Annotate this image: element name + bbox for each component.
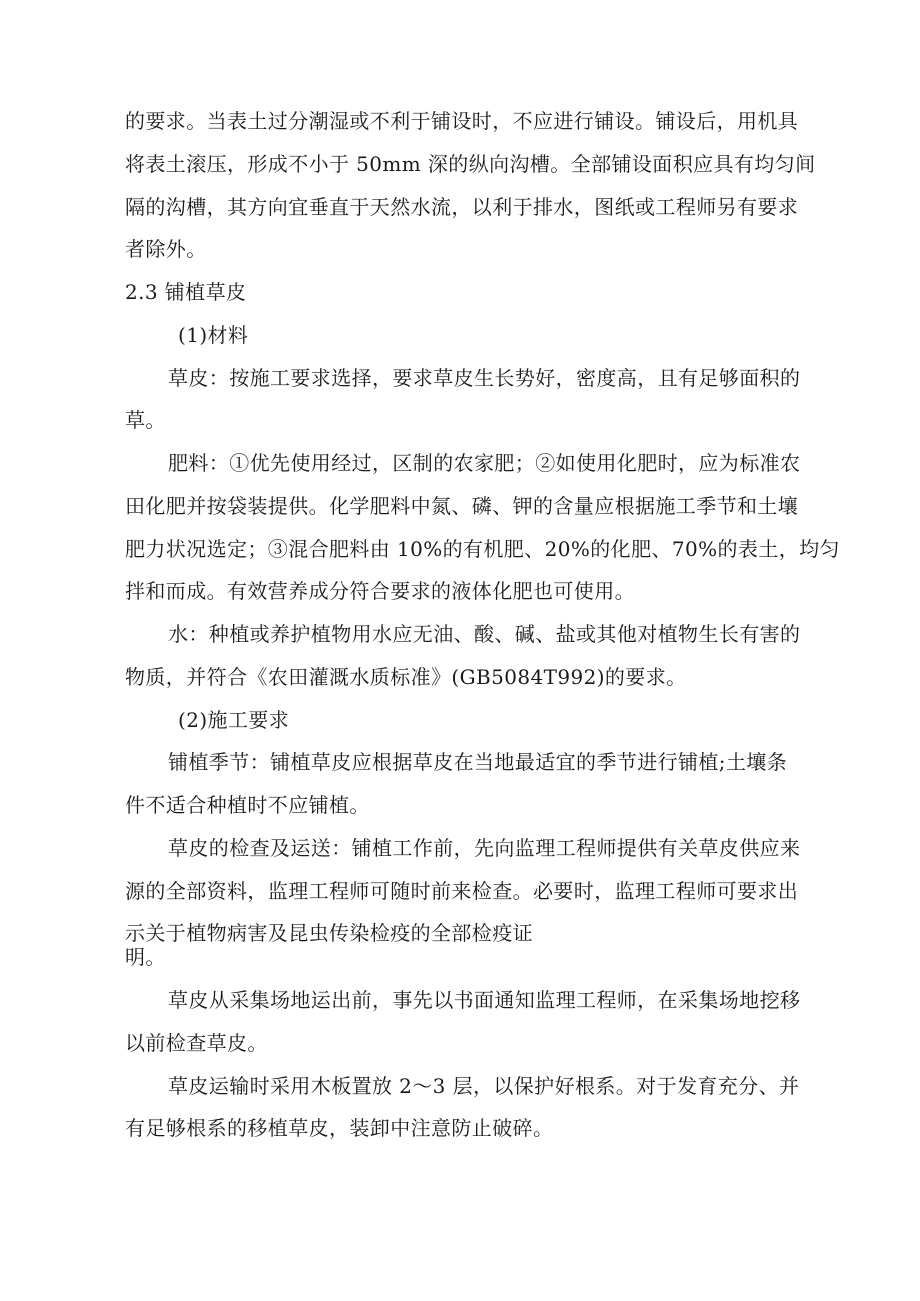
paragraph-line: 肥料：①优先使用经过，区制的农家肥；②如使用化肥时，应为标准农 <box>168 451 801 475</box>
paragraph-line: 草皮的检查及运送：铺植工作前，先向监理工程师提供有关草皮供应来 <box>168 836 801 860</box>
paragraph-line: 明。 <box>125 945 166 969</box>
paragraph-line: 以前检查草皮。 <box>125 1031 268 1055</box>
paragraph-line: 草皮：按施工要求选择，要求草皮生长势好，密度高，且有足够面积的 <box>168 366 801 390</box>
subsection-heading: (2)施工要求 <box>178 708 290 732</box>
paragraph-line: 源的全部资料，监理工程师可随时前来检查。必要时，监理工程师可要求出 <box>125 879 799 903</box>
paragraph-line: 拌和而成。有效营养成分符合要求的液体化肥也可使用。 <box>125 579 635 603</box>
paragraph-line: 将表土滚压，形成不小于 50mm 深的纵向沟槽。全部铺设面积应具有均匀间 <box>125 152 816 176</box>
paragraph-line: 田化肥并按袋装提供。化学肥料中氮、磷、钾的含量应根据施工季节和土壤 <box>125 494 799 518</box>
paragraph-line: 铺植季节：铺植草皮应根据草皮在当地最适宜的季节进行铺植;土壤条 <box>168 750 788 774</box>
paragraph-line: 水：种植或养护植物用水应无油、酸、碱、盐或其他对植物生长有害的 <box>168 622 801 646</box>
paragraph-line: 草。 <box>125 408 166 432</box>
section-heading: 2.3 铺植草皮 <box>125 280 247 304</box>
paragraph-line: 示关于植物病害及昆虫传染检疫的全部检疫证 <box>125 921 533 945</box>
paragraph-line: 的要求。当表土过分潮湿或不利于铺设时，不应进行铺设。铺设后，用机具 <box>125 109 799 133</box>
paragraph-line: 隔的沟槽，其方向宜垂直于天然水流，以利于排水，图纸或工程师另有要求 <box>125 195 799 219</box>
paragraph-line: 草皮运输时采用木板置放 2～3 层，以保护好根系。对于发育充分、并 <box>168 1074 800 1098</box>
paragraph-line: 件不适合种植时不应铺植。 <box>125 793 370 817</box>
paragraph-line: 物质，并符合《农田灌溉水质标准》(GB5084T992)的要求。 <box>125 665 687 689</box>
subsection-heading: (1)材料 <box>178 323 249 347</box>
paragraph-line: 有足够根系的移植草皮，装卸中注意防止破碎。 <box>125 1116 554 1140</box>
paragraph-line: 草皮从采集场地运出前，事先以书面通知监理工程师，在采集场地挖移 <box>168 988 801 1012</box>
paragraph-line: 者除外。 <box>125 237 207 261</box>
paragraph-line: 肥力状况选定；③混合肥料由 10%的有机肥、20%的化肥、70%的表土，均匀 <box>125 537 840 561</box>
